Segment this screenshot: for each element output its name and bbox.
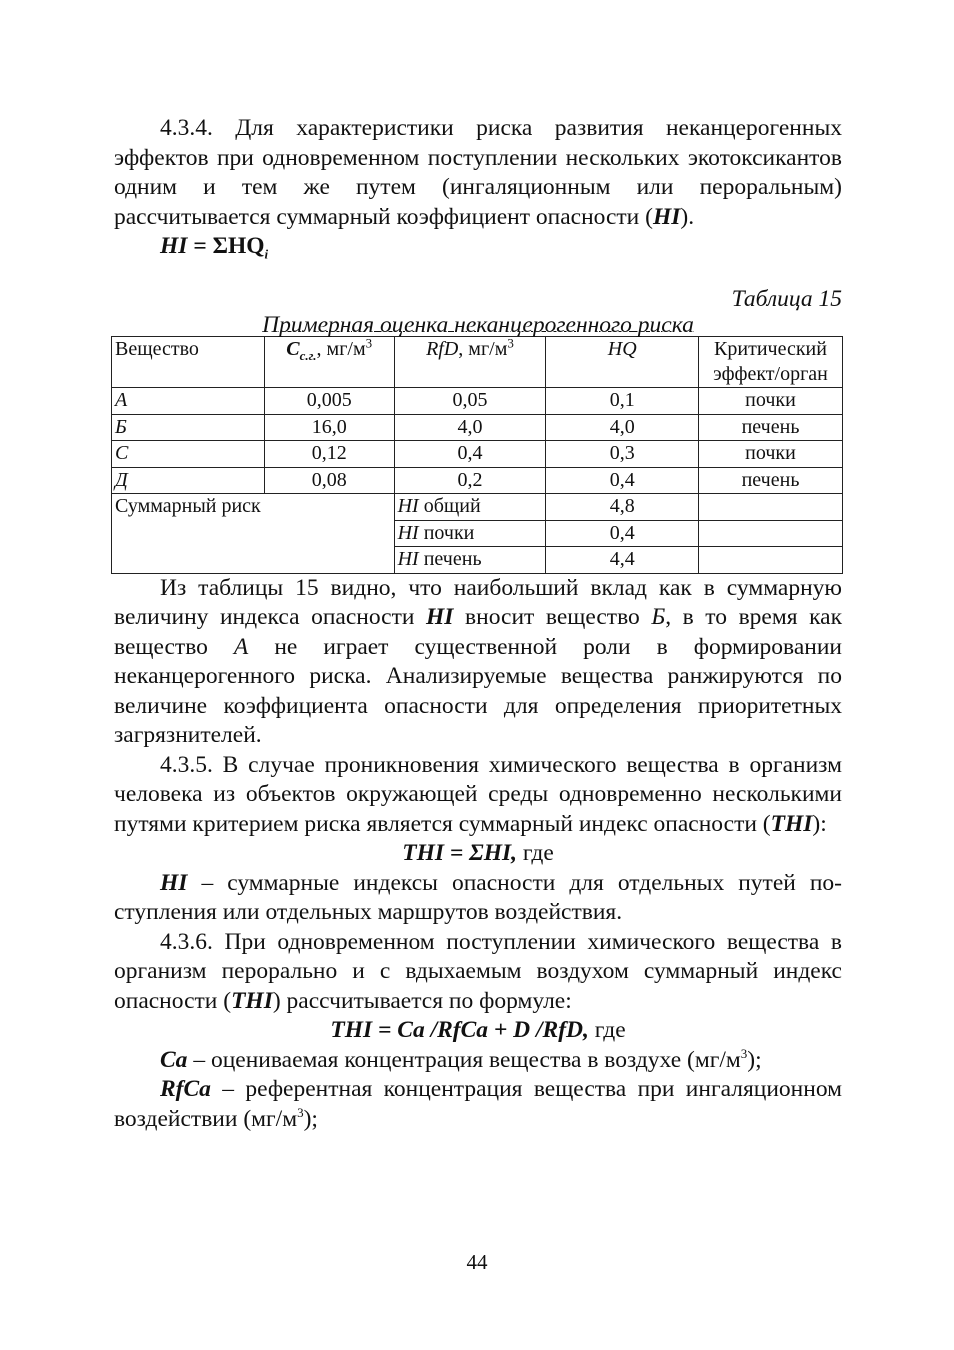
definition-term: HI (160, 869, 188, 896)
hi-term: HI (652, 203, 681, 230)
table-row (112, 414, 843, 441)
summary-hi-value: 4,4 (546, 547, 699, 574)
summary-empty-cell (699, 494, 843, 521)
substance-b: Б (651, 604, 666, 630)
paragraph-text: Из таблицы 15 видно, что наибольший вклад как в суммарную величину индекса опасности (114, 574, 842, 630)
hi-term: HI (426, 604, 454, 630)
cell-substance: С (112, 441, 265, 468)
definition-ca (114, 1046, 842, 1076)
summary-hi-symbol: HI (397, 495, 419, 517)
header-critical: Критический эффект/орган (699, 337, 843, 388)
header-substance: Вещество (112, 337, 265, 388)
definition-hi (114, 869, 842, 928)
summary-row-total (112, 494, 843, 521)
paragraph-table-comment (114, 574, 842, 751)
cell-substance: Д (112, 467, 265, 494)
paragraph-4-3-5 (114, 751, 842, 840)
table-label: Таблица 15 (731, 286, 842, 312)
summary-hi-name: почки (418, 521, 475, 544)
cell-organ: почки (699, 388, 843, 415)
definition-tail: ); (303, 1105, 318, 1132)
cell-hq: 4,0 (546, 414, 699, 441)
cell-hq: 0,3 (546, 441, 699, 468)
header-c-sub: с.г. (299, 348, 317, 363)
header-rfd-unit: , мг/м (458, 338, 508, 360)
summary-hi-label (394, 494, 546, 521)
paragraph-tail: ) рассчитывается по формуле: (272, 987, 572, 1014)
header-hq: HQ (546, 337, 699, 388)
definition-text: – референтная концентрация вещества при ингаляционном воздействии (мг/м (114, 1076, 842, 1132)
definition-text: – оцениваемая концентрация вещества в воздухе (мг/м (187, 1046, 741, 1073)
cell-concentration: 0,12 (264, 441, 394, 468)
cell-rfd: 4,0 (394, 414, 546, 441)
summary-hi-name: печень (418, 548, 482, 570)
cell-organ: печень (699, 414, 843, 441)
formula-hi-left: HI (160, 233, 188, 259)
cell-organ: печень (699, 467, 843, 494)
summary-hi-value: 0,4 (546, 520, 699, 547)
unit-exponent: 3 (740, 1045, 748, 1061)
page-content (114, 114, 842, 1134)
cell-concentration: 0,005 (264, 388, 394, 415)
formula-hi-eq: = ΣHQ (187, 233, 265, 259)
definition-term: RfCa (160, 1076, 211, 1102)
header-c-exp: 3 (365, 335, 373, 351)
summary-hi-label (394, 520, 546, 547)
table-row (112, 441, 843, 468)
cell-rfd: 0,2 (394, 467, 546, 494)
paragraph-text: не играет существенной роли в формировании неканцерогенного риска. Анализируемые вещества ранжируются по величине коэффициента опасности для определения приоритетных загрязнителей. (114, 633, 842, 748)
summary-hi-symbol: HI (397, 548, 419, 570)
cell-concentration: 16,0 (264, 414, 394, 441)
header-c-unit: , мг/м (316, 338, 366, 360)
header-rfd-symbol: RfD (426, 338, 459, 360)
header-concentration (264, 337, 394, 388)
cell-hq: 0,4 (546, 467, 699, 494)
summary-hi-label (394, 547, 546, 574)
paragraph-text: , в то время как вещество (114, 604, 843, 660)
definition-tail: ); (747, 1046, 762, 1073)
formula-thi2-where: где (588, 1017, 626, 1043)
summary-label: Суммарный риск (112, 494, 395, 574)
definition-text: – суммарные индексы опасности для отдельных путей поступления или отдельных маршрутов воздействия. (114, 869, 842, 925)
header-rfd (394, 337, 546, 388)
formula-hi-sum (114, 232, 842, 262)
header-rfd-exp: 3 (507, 335, 514, 351)
cell-rfd: 0,4 (394, 441, 546, 468)
thi-term: THI (231, 987, 273, 1014)
cell-substance: А (112, 388, 265, 415)
cell-concentration: 0,08 (264, 467, 394, 494)
summary-hi-symbol: HI (397, 521, 419, 544)
cell-organ: почки (699, 441, 843, 468)
formula-thi-sum (114, 839, 842, 869)
definition-term: Ca (160, 1046, 188, 1073)
table-header-row (112, 337, 843, 388)
formula-hi-sub: i (264, 246, 269, 262)
header-c-symbol: C (286, 338, 300, 360)
unit-exponent: 3 (297, 1104, 304, 1120)
risk-table (111, 336, 843, 574)
paragraph-text: 4.3.5. В случае проникновения химического вещества в организм человека из объектов окружающей среды одновременно несколькими путями критерием риска является суммарный индекс опасности ( (114, 751, 842, 837)
table-row (112, 467, 843, 494)
paragraph-text: 4.3.6. При одновременном поступлении химического вещества в организм перорально и с вдыхаемым воздухом суммарный индекс опасности ( (114, 928, 842, 1014)
definition-rfca (114, 1075, 842, 1134)
thi-term: THI (770, 810, 813, 837)
cell-substance: Б (112, 414, 265, 441)
cell-hq: 0,1 (546, 388, 699, 415)
paragraph-4-3-6 (114, 928, 842, 1017)
table-title-text: Примерная оценка неканцерогенного риска (262, 312, 694, 338)
cell-rfd: 0,05 (394, 388, 546, 415)
summary-empty-cell (699, 520, 843, 547)
page-number: 44 (466, 1250, 488, 1274)
substance-a: А (233, 633, 249, 660)
summary-empty-cell (699, 547, 843, 574)
summary-hi-value: 4,8 (546, 494, 699, 521)
paragraph-text: 4.3.4. Для характеристики риска развития неканцерогенных эффектов при одновременном поступлении нескольких экотоксикантов одним и тем же путем (ингаляционным или пероральным) рассчитывается суммарный коэффициент опасности ( (114, 115, 842, 230)
formula-thi-oral-inhalation (114, 1016, 842, 1046)
paragraph-text: вносит вещество (453, 604, 652, 630)
formula-thi-where: где (517, 840, 554, 866)
paragraph-4-3-4 (114, 114, 842, 232)
formula-thi2-expression: THI = Ca /RfCa + D /RfD, (330, 1017, 589, 1043)
formula-thi-expression: THI = ΣHI, (402, 840, 518, 866)
paragraph-tail: ): (812, 810, 827, 837)
table-title (114, 314, 842, 336)
table-row (112, 388, 843, 415)
paragraph-tail: ). (680, 203, 695, 230)
summary-hi-name: общий (418, 495, 481, 517)
